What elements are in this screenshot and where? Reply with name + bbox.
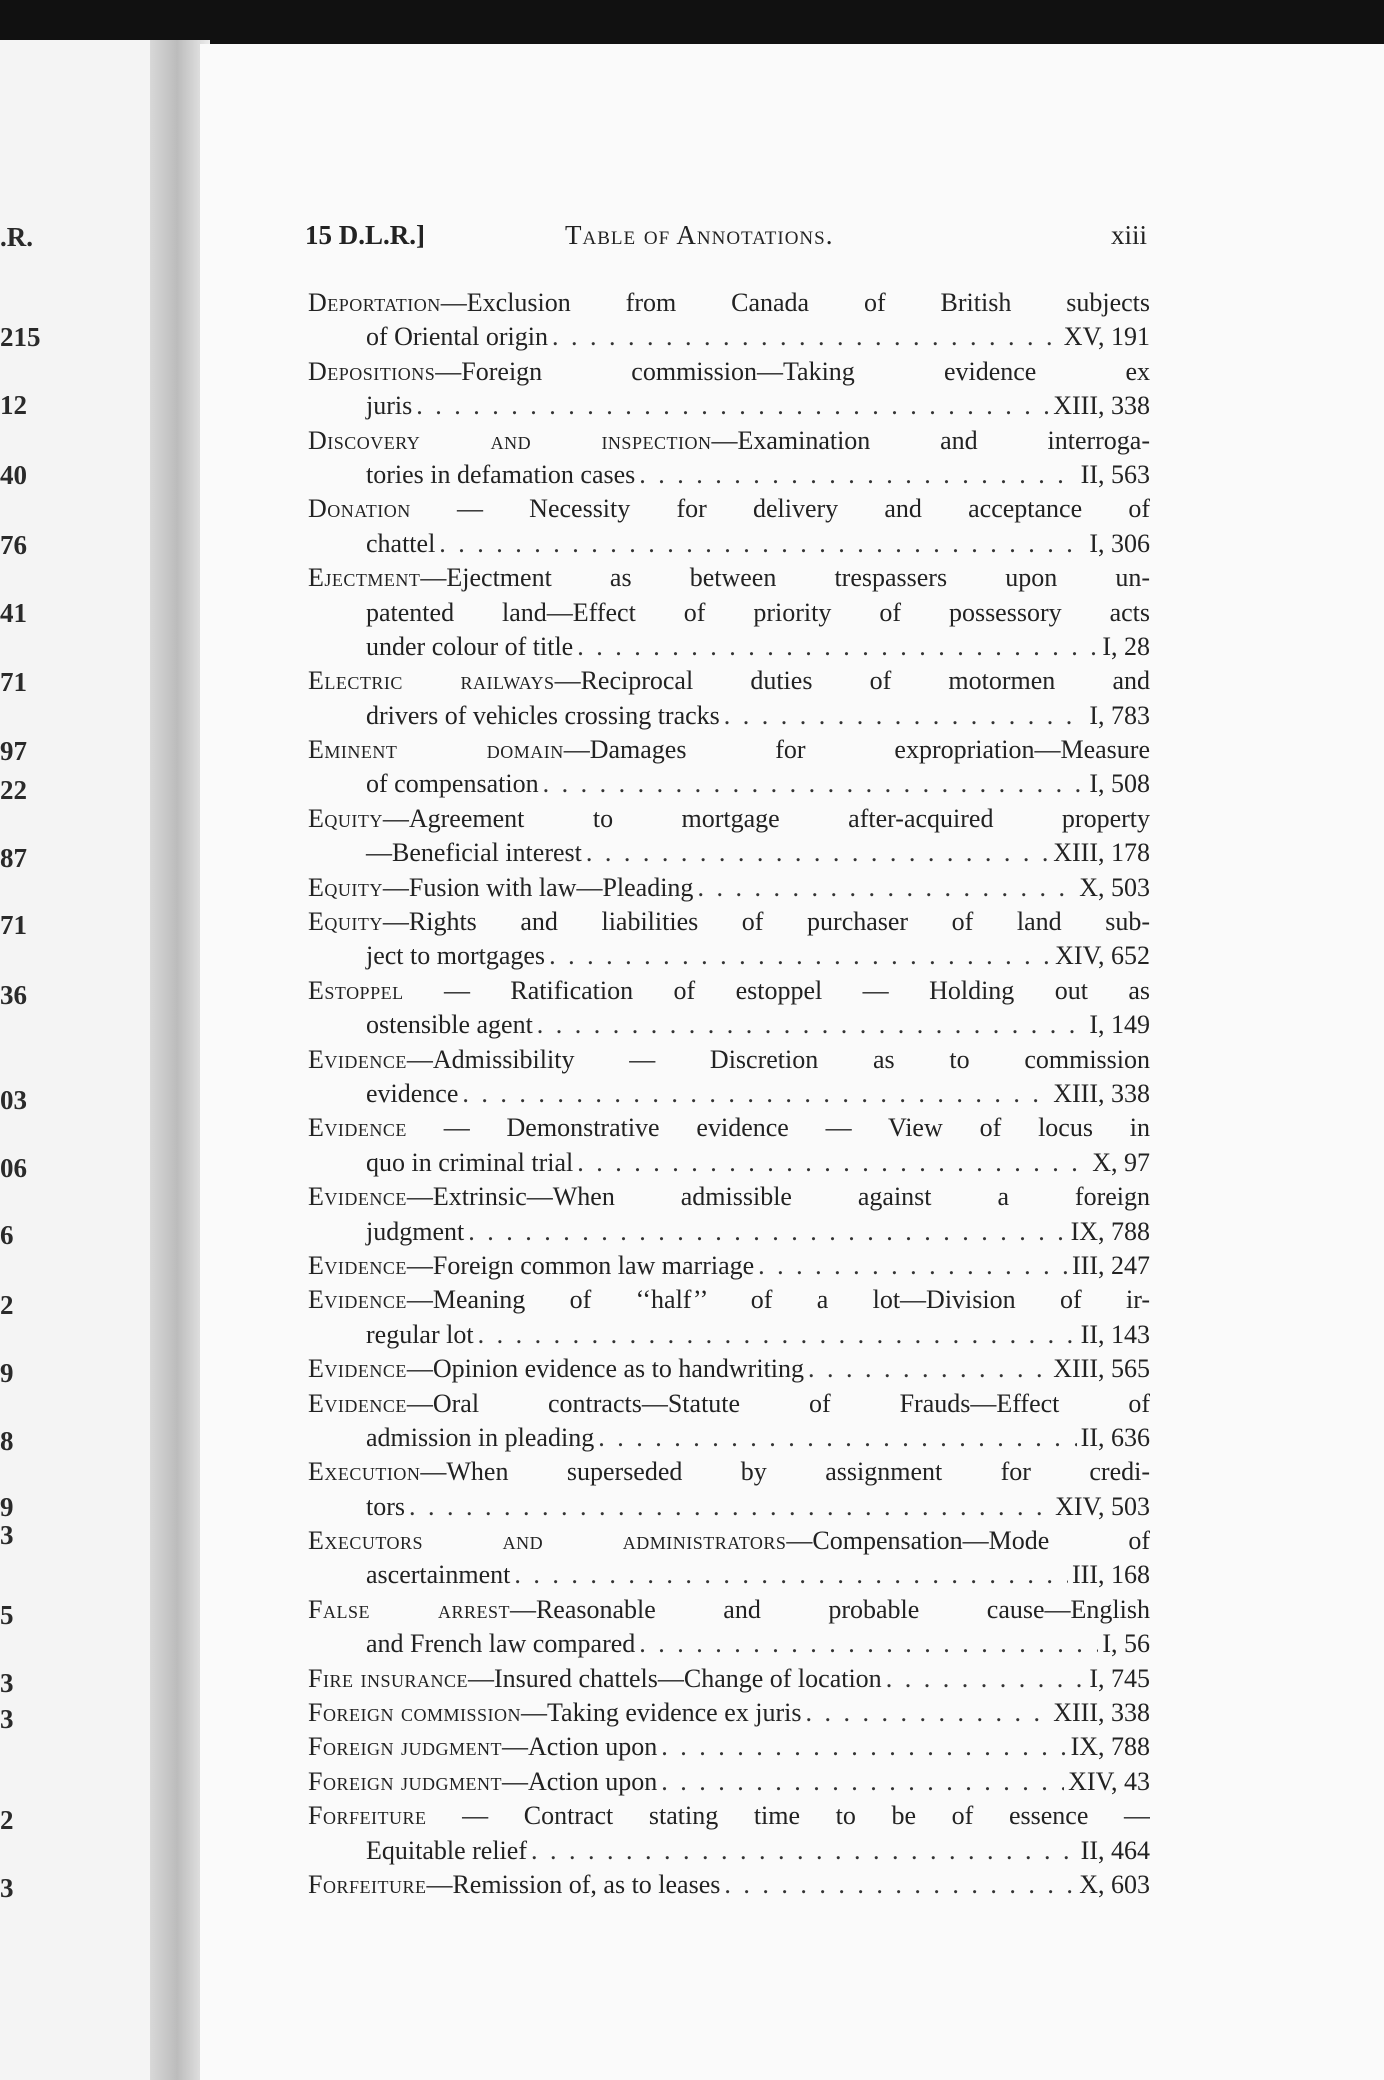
- facing-page-fragment: 3: [0, 1873, 14, 1903]
- entry-leader-line: [308, 1249, 1150, 1283]
- facing-page-fragment: 5: [0, 1600, 14, 1630]
- index-entry: [308, 802, 1150, 871]
- entry-keyword: Equity: [308, 872, 383, 902]
- entry-text: [366, 598, 1150, 627]
- entry-keyword: Fire insurance: [308, 1663, 468, 1693]
- entry-text: [308, 1352, 804, 1386]
- index-entry: [308, 871, 1150, 905]
- entry-text-line: [308, 1043, 1150, 1077]
- facing-page-fragment: .R.: [0, 222, 33, 252]
- entry-keyword: Foreign judgment: [308, 1766, 502, 1796]
- dot-leader: [805, 1696, 1049, 1730]
- entry-text: [366, 767, 539, 801]
- dot-leader: [577, 630, 1098, 664]
- entry-text: [308, 288, 1150, 317]
- entry-text: [366, 1077, 458, 1111]
- entry-text: [308, 1113, 1150, 1142]
- entry-description: —When superseded by assignment for credi-: [420, 1457, 1150, 1487]
- volume-page-reference: I, 306: [1089, 528, 1150, 558]
- index-entry: [308, 1593, 1150, 1662]
- entry-description: judgment: [366, 1216, 465, 1246]
- entry-leader-line: [308, 1421, 1150, 1455]
- volume-page-reference: XIII, 338: [1053, 391, 1150, 421]
- entry-leader-line: [308, 527, 1150, 561]
- index-entry: [308, 1043, 1150, 1112]
- entry-text: [308, 1696, 801, 1730]
- dot-leader: [886, 1662, 1086, 1696]
- entry-leader-line: [308, 1318, 1150, 1352]
- entry-keyword: Foreign judgment: [308, 1732, 502, 1762]
- facing-page-fragment: 76: [0, 530, 27, 560]
- entry-text: [366, 1146, 573, 1180]
- entry-text-line: [308, 424, 1150, 458]
- dot-leader: [577, 1146, 1088, 1180]
- entry-text-line: [308, 1799, 1150, 1833]
- facing-page-margin: [0, 0, 40, 2080]
- entry-leader-line: [308, 1696, 1150, 1730]
- entry-description: quo in criminal trial: [366, 1147, 574, 1177]
- volume-page-reference: XIV, 503: [1055, 1491, 1150, 1521]
- entry-text: [366, 1558, 510, 1592]
- entry-text-line: [308, 596, 1150, 630]
- dot-leader: [639, 1627, 1098, 1661]
- index-entry: [308, 1249, 1150, 1283]
- entry-description: —Rights and liabilities of purchaser of land sub-: [382, 907, 1150, 937]
- dot-leader: [439, 527, 1085, 561]
- volume-page-reference: X, 603: [1079, 1869, 1150, 1899]
- entry-text: [308, 907, 1150, 936]
- volume-page-reference: XIII, 338: [1053, 1078, 1150, 1108]
- facing-page-fragment: 2: [0, 1290, 14, 1320]
- entry-keyword: Electric railways: [308, 666, 555, 696]
- index-entry: [308, 561, 1150, 664]
- facing-page-fragment: 06: [0, 1153, 27, 1183]
- facing-page-fragment: 71: [0, 910, 27, 940]
- entry-text: [366, 699, 720, 733]
- entry-description: —Remission of, as to leases: [426, 1869, 721, 1899]
- index-entry: [308, 286, 1150, 355]
- entry-keyword: Forfeiture: [308, 1801, 427, 1831]
- volume-page-reference: I, 28: [1102, 631, 1150, 661]
- entry-text: [308, 426, 1150, 455]
- entry-description: tors: [366, 1491, 405, 1521]
- dot-leader: [543, 767, 1086, 801]
- volume-page-reference: XIII, 338: [1053, 1698, 1150, 1728]
- facing-page-fragment: 215: [0, 322, 41, 352]
- entry-description: —Fusion with law—Pleading: [382, 872, 694, 902]
- entry-keyword: Evidence: [308, 1354, 407, 1384]
- dot-leader: [531, 1834, 1077, 1868]
- entry-text-line: [308, 664, 1150, 698]
- entry-text-line: [308, 1180, 1150, 1214]
- entry-description: ject to mortgages: [366, 941, 546, 971]
- entry-description: —Insured chattels—Change of location: [467, 1663, 882, 1693]
- entry-text: [366, 458, 635, 492]
- entry-keyword: Depositions: [308, 356, 436, 386]
- index-entry: [308, 905, 1150, 974]
- entry-keyword: Forfeiture: [308, 1869, 427, 1899]
- entry-description: juris: [366, 391, 413, 421]
- annotations-index: [308, 286, 1150, 1902]
- volume-page-reference: I, 745: [1089, 1663, 1150, 1693]
- entry-keyword: Equity: [308, 907, 383, 937]
- volume-page-reference: I, 149: [1089, 1010, 1150, 1040]
- dot-leader: [468, 1215, 1066, 1249]
- entry-description: —Foreign common law marriage: [406, 1250, 755, 1280]
- entry-leader-line: [308, 767, 1150, 801]
- running-head-volume: 15 D.L.R.]: [305, 220, 425, 250]
- facing-page-fragment: 6: [0, 1220, 14, 1250]
- dot-leader: [661, 1765, 1064, 1799]
- entry-leader-line: [308, 1662, 1150, 1696]
- entry-text: [308, 976, 1150, 1005]
- entry-description: —Admissibility — Discretion as to commission: [406, 1044, 1150, 1074]
- volume-page-reference: IX, 788: [1070, 1216, 1150, 1246]
- entry-text: [308, 1389, 1150, 1418]
- entry-text: [308, 1662, 882, 1696]
- entry-description: and French law compared: [366, 1629, 636, 1659]
- entry-leader-line: [308, 1868, 1150, 1902]
- entry-description: —Foreign commission—Taking evidence ex: [435, 356, 1150, 386]
- entry-leader-line: [308, 1490, 1150, 1524]
- running-head-title: Table of Annotations.: [565, 220, 834, 250]
- facing-page-fragment: 71: [0, 667, 27, 697]
- entry-description: evidence: [366, 1078, 459, 1108]
- entry-text-line: [308, 1593, 1150, 1627]
- index-entry: [308, 492, 1150, 561]
- entry-description: — Necessity for delivery and acceptance of: [410, 494, 1150, 524]
- entry-leader-line: [308, 320, 1150, 354]
- entry-description: patented land—Effect of priority of possessory acts: [366, 597, 1150, 627]
- dot-leader: [514, 1558, 1068, 1592]
- entry-text: [366, 320, 548, 354]
- facing-page-fragment: 22: [0, 775, 27, 805]
- facing-page-fragment: 9: [0, 1358, 14, 1388]
- entry-keyword: Discovery and inspection: [308, 425, 712, 455]
- entry-keyword: Execution: [308, 1457, 421, 1487]
- entry-text-line: [308, 974, 1150, 1008]
- entry-text: [366, 630, 573, 664]
- facing-page-fragment: 8: [0, 1426, 14, 1456]
- entry-keyword: Deportation: [308, 288, 441, 317]
- index-entry: [308, 1455, 1150, 1524]
- entry-text: [308, 1801, 1150, 1830]
- facing-page-fragment: 12: [0, 390, 27, 420]
- entry-description: ascertainment: [366, 1560, 511, 1590]
- index-entry: [308, 1765, 1150, 1799]
- entry-text: [308, 357, 1150, 386]
- facing-page-fragment: 3: [0, 1668, 14, 1698]
- dot-leader: [724, 1868, 1075, 1902]
- index-entry: [308, 1799, 1150, 1868]
- entry-text: [366, 1215, 464, 1249]
- entry-leader-line: [308, 1352, 1150, 1386]
- entry-description: —Damages for expropriation—Measure: [563, 735, 1150, 765]
- volume-page-reference: II, 563: [1080, 459, 1150, 489]
- entry-text: [308, 735, 1150, 764]
- entry-text: [308, 563, 1150, 592]
- dot-leader: [586, 836, 1049, 870]
- dot-leader: [639, 458, 1076, 492]
- dot-leader: [724, 699, 1086, 733]
- entry-text: [308, 1526, 1150, 1555]
- facing-page-fragment: 36: [0, 980, 27, 1010]
- volume-page-reference: I, 783: [1089, 700, 1150, 730]
- entry-leader-line: [308, 1558, 1150, 1592]
- volume-page-reference: I, 56: [1102, 1629, 1150, 1659]
- volume-page-reference: II, 636: [1080, 1422, 1150, 1452]
- entry-description: —Opinion evidence as to handwriting: [406, 1354, 805, 1384]
- facing-page-fragment: 41: [0, 598, 27, 628]
- entry-description: —Action upon: [501, 1766, 658, 1796]
- facing-page-fragment: 97: [0, 736, 27, 766]
- entry-description: ostensible agent: [366, 1010, 533, 1040]
- entry-text-line: [308, 286, 1150, 320]
- entry-text-line: [308, 802, 1150, 836]
- entry-leader-line: [308, 1077, 1150, 1111]
- entry-text-line: [308, 733, 1150, 767]
- entry-text-line: [308, 905, 1150, 939]
- entry-keyword: Executors and administrators: [308, 1526, 787, 1556]
- index-entry: [308, 1868, 1150, 1902]
- index-entry: [308, 664, 1150, 733]
- entry-description: — Contract stating time to be of essence —: [426, 1801, 1150, 1831]
- entry-text-line: [308, 1283, 1150, 1317]
- dot-leader: [416, 389, 1049, 423]
- facing-page-fragment: 87: [0, 843, 27, 873]
- entry-leader-line: [308, 939, 1150, 973]
- entry-keyword: Evidence: [308, 1388, 407, 1418]
- entry-leader-line: [308, 699, 1150, 733]
- index-entry: [308, 1662, 1150, 1696]
- entry-text: [308, 494, 1150, 523]
- index-entry: [308, 1387, 1150, 1456]
- index-entry: [308, 1111, 1150, 1180]
- entry-text: [366, 1834, 527, 1868]
- entry-text-line: [308, 492, 1150, 526]
- entry-text: [308, 804, 1150, 833]
- dot-leader: [549, 939, 1051, 973]
- entry-text: [366, 1490, 405, 1524]
- entry-keyword: Evidence: [308, 1250, 407, 1280]
- entry-description: — Ratification of estoppel — Holding out as: [403, 975, 1150, 1005]
- entry-text: [308, 1595, 1150, 1624]
- entry-text: [308, 1765, 657, 1799]
- facing-page-fragment: 3: [0, 1704, 14, 1734]
- facing-page-fragment: 03: [0, 1085, 27, 1115]
- entry-description: —Reasonable and probable cause—English: [509, 1594, 1150, 1624]
- entry-description: drivers of vehicles crossing tracks: [366, 700, 720, 730]
- dot-leader: [537, 1008, 1086, 1042]
- index-entry: [308, 355, 1150, 424]
- entry-leader-line: [308, 1008, 1150, 1042]
- entry-description: —Examination and interroga-: [711, 425, 1150, 455]
- volume-page-reference: XV, 191: [1063, 322, 1150, 352]
- volume-page-reference: III, 247: [1072, 1250, 1150, 1280]
- entry-leader-line: [308, 1765, 1150, 1799]
- volume-page-reference: II, 143: [1080, 1319, 1150, 1349]
- entry-text-line: [308, 355, 1150, 389]
- dot-leader: [462, 1077, 1049, 1111]
- entry-leader-line: [308, 1146, 1150, 1180]
- entry-keyword: Equity: [308, 803, 383, 833]
- index-entry: [308, 974, 1150, 1043]
- volume-page-reference: X, 503: [1079, 872, 1150, 902]
- index-entry: [308, 733, 1150, 802]
- entry-text: [308, 666, 1150, 695]
- entry-description: —Compensation—Mode of: [786, 1526, 1150, 1556]
- entry-leader-line: [308, 458, 1150, 492]
- entry-text: [366, 527, 435, 561]
- entry-description: —Reciprocal duties of motormen and: [554, 666, 1150, 696]
- entry-text: [308, 1045, 1150, 1074]
- entry-leader-line: [308, 871, 1150, 905]
- entry-description: of Oriental origin: [366, 322, 548, 352]
- entry-text: [308, 871, 693, 905]
- entry-leader-line: [308, 836, 1150, 870]
- entry-text: [308, 1285, 1150, 1314]
- entry-description: —Oral contracts—Statute of Frauds—Effect of: [406, 1388, 1150, 1418]
- entry-keyword: Evidence: [308, 1113, 407, 1143]
- entry-description: —Beneficial interest: [366, 838, 582, 868]
- index-entry: [308, 1696, 1150, 1730]
- entry-text: [308, 1182, 1150, 1211]
- entry-description: of compensation: [366, 769, 539, 799]
- entry-description: tories in defamation cases: [366, 459, 636, 489]
- entry-keyword: Evidence: [308, 1285, 407, 1315]
- entry-text: [308, 1457, 1150, 1486]
- index-entry: [308, 1180, 1150, 1249]
- entry-keyword: Foreign commission: [308, 1698, 521, 1728]
- entry-text: [366, 1421, 594, 1455]
- entry-text: [308, 1730, 657, 1764]
- facing-page-fragment: 9: [0, 1492, 14, 1522]
- entry-leader-line: [308, 1730, 1150, 1764]
- volume-page-reference: XIII, 565: [1053, 1354, 1150, 1384]
- dot-leader: [758, 1249, 1068, 1283]
- entry-text: [366, 1627, 635, 1661]
- entry-keyword: Evidence: [308, 1044, 407, 1074]
- volume-page-reference: II, 464: [1080, 1835, 1150, 1865]
- entry-description: —Extrinsic—When admissible against a foreign: [406, 1182, 1150, 1212]
- entry-text: [366, 1008, 533, 1042]
- entry-text: [366, 836, 582, 870]
- entry-description: — Demonstrative evidence — View of locus in: [406, 1113, 1150, 1143]
- entry-keyword: Ejectment: [308, 563, 421, 593]
- volume-page-reference: XIV, 43: [1068, 1766, 1150, 1796]
- volume-page-reference: XIV, 652: [1055, 941, 1150, 971]
- entry-leader-line: [308, 1627, 1150, 1661]
- entry-description: —Meaning of ‘‘half’’ of a lot—Division of ir-: [406, 1285, 1150, 1315]
- entry-keyword: Donation: [308, 494, 411, 524]
- dot-leader: [478, 1318, 1077, 1352]
- facing-page-fragment: 2: [0, 1805, 14, 1835]
- dot-leader: [409, 1490, 1051, 1524]
- entry-text-line: [308, 561, 1150, 595]
- entry-description: under colour of title: [366, 631, 574, 661]
- entry-description: —Agreement to mortgage after-acquired property: [382, 803, 1150, 833]
- entry-text: [308, 1249, 754, 1283]
- volume-page-reference: III, 168: [1072, 1560, 1150, 1590]
- dot-leader: [697, 871, 1075, 905]
- volume-page-reference: X, 97: [1092, 1147, 1150, 1177]
- entry-text-line: [308, 1524, 1150, 1558]
- facing-page-fragment: 40: [0, 460, 27, 490]
- entry-description: —Taking evidence ex juris: [520, 1698, 802, 1728]
- dot-leader: [661, 1730, 1066, 1764]
- entry-keyword: Evidence: [308, 1182, 407, 1212]
- index-entry: [308, 1352, 1150, 1386]
- page-header: [305, 220, 1147, 256]
- index-entry: [308, 1283, 1150, 1352]
- entry-description: —Exclusion from Canada of British subjects: [440, 288, 1150, 317]
- dot-leader: [598, 1421, 1076, 1455]
- page-number: xiii: [1110, 220, 1147, 250]
- entry-text-line: [308, 1455, 1150, 1489]
- entry-text-line: [308, 1387, 1150, 1421]
- dot-leader: [808, 1352, 1049, 1386]
- entry-leader-line: [308, 630, 1150, 664]
- volume-page-reference: IX, 788: [1070, 1732, 1150, 1762]
- entry-description: —Action upon: [501, 1732, 658, 1762]
- entry-description: regular lot: [366, 1319, 474, 1349]
- entry-description: Equitable relief: [366, 1835, 527, 1865]
- index-entry: [308, 1730, 1150, 1764]
- entry-description: chattel: [366, 528, 436, 558]
- volume-page-reference: I, 508: [1089, 769, 1150, 799]
- entry-text: [366, 389, 412, 423]
- entry-leader-line: [308, 1834, 1150, 1868]
- entry-keyword: False arrest: [308, 1594, 510, 1624]
- entry-leader-line: [308, 389, 1150, 423]
- index-entry: [308, 1524, 1150, 1593]
- entry-keyword: Estoppel: [308, 975, 404, 1005]
- dot-leader: [552, 320, 1060, 354]
- entry-description: admission in pleading: [366, 1422, 595, 1452]
- entry-text: [308, 1868, 720, 1902]
- index-entry: [308, 424, 1150, 493]
- entry-leader-line: [308, 1215, 1150, 1249]
- entry-text-line: [308, 1111, 1150, 1145]
- entry-keyword: Eminent domain: [308, 735, 564, 765]
- facing-page-fragment: 3: [0, 1520, 14, 1550]
- entry-description: —Ejectment as between trespassers upon un-: [420, 563, 1150, 593]
- entry-text: [366, 939, 545, 973]
- entry-text: [366, 1318, 474, 1352]
- volume-page-reference: XIII, 178: [1053, 838, 1150, 868]
